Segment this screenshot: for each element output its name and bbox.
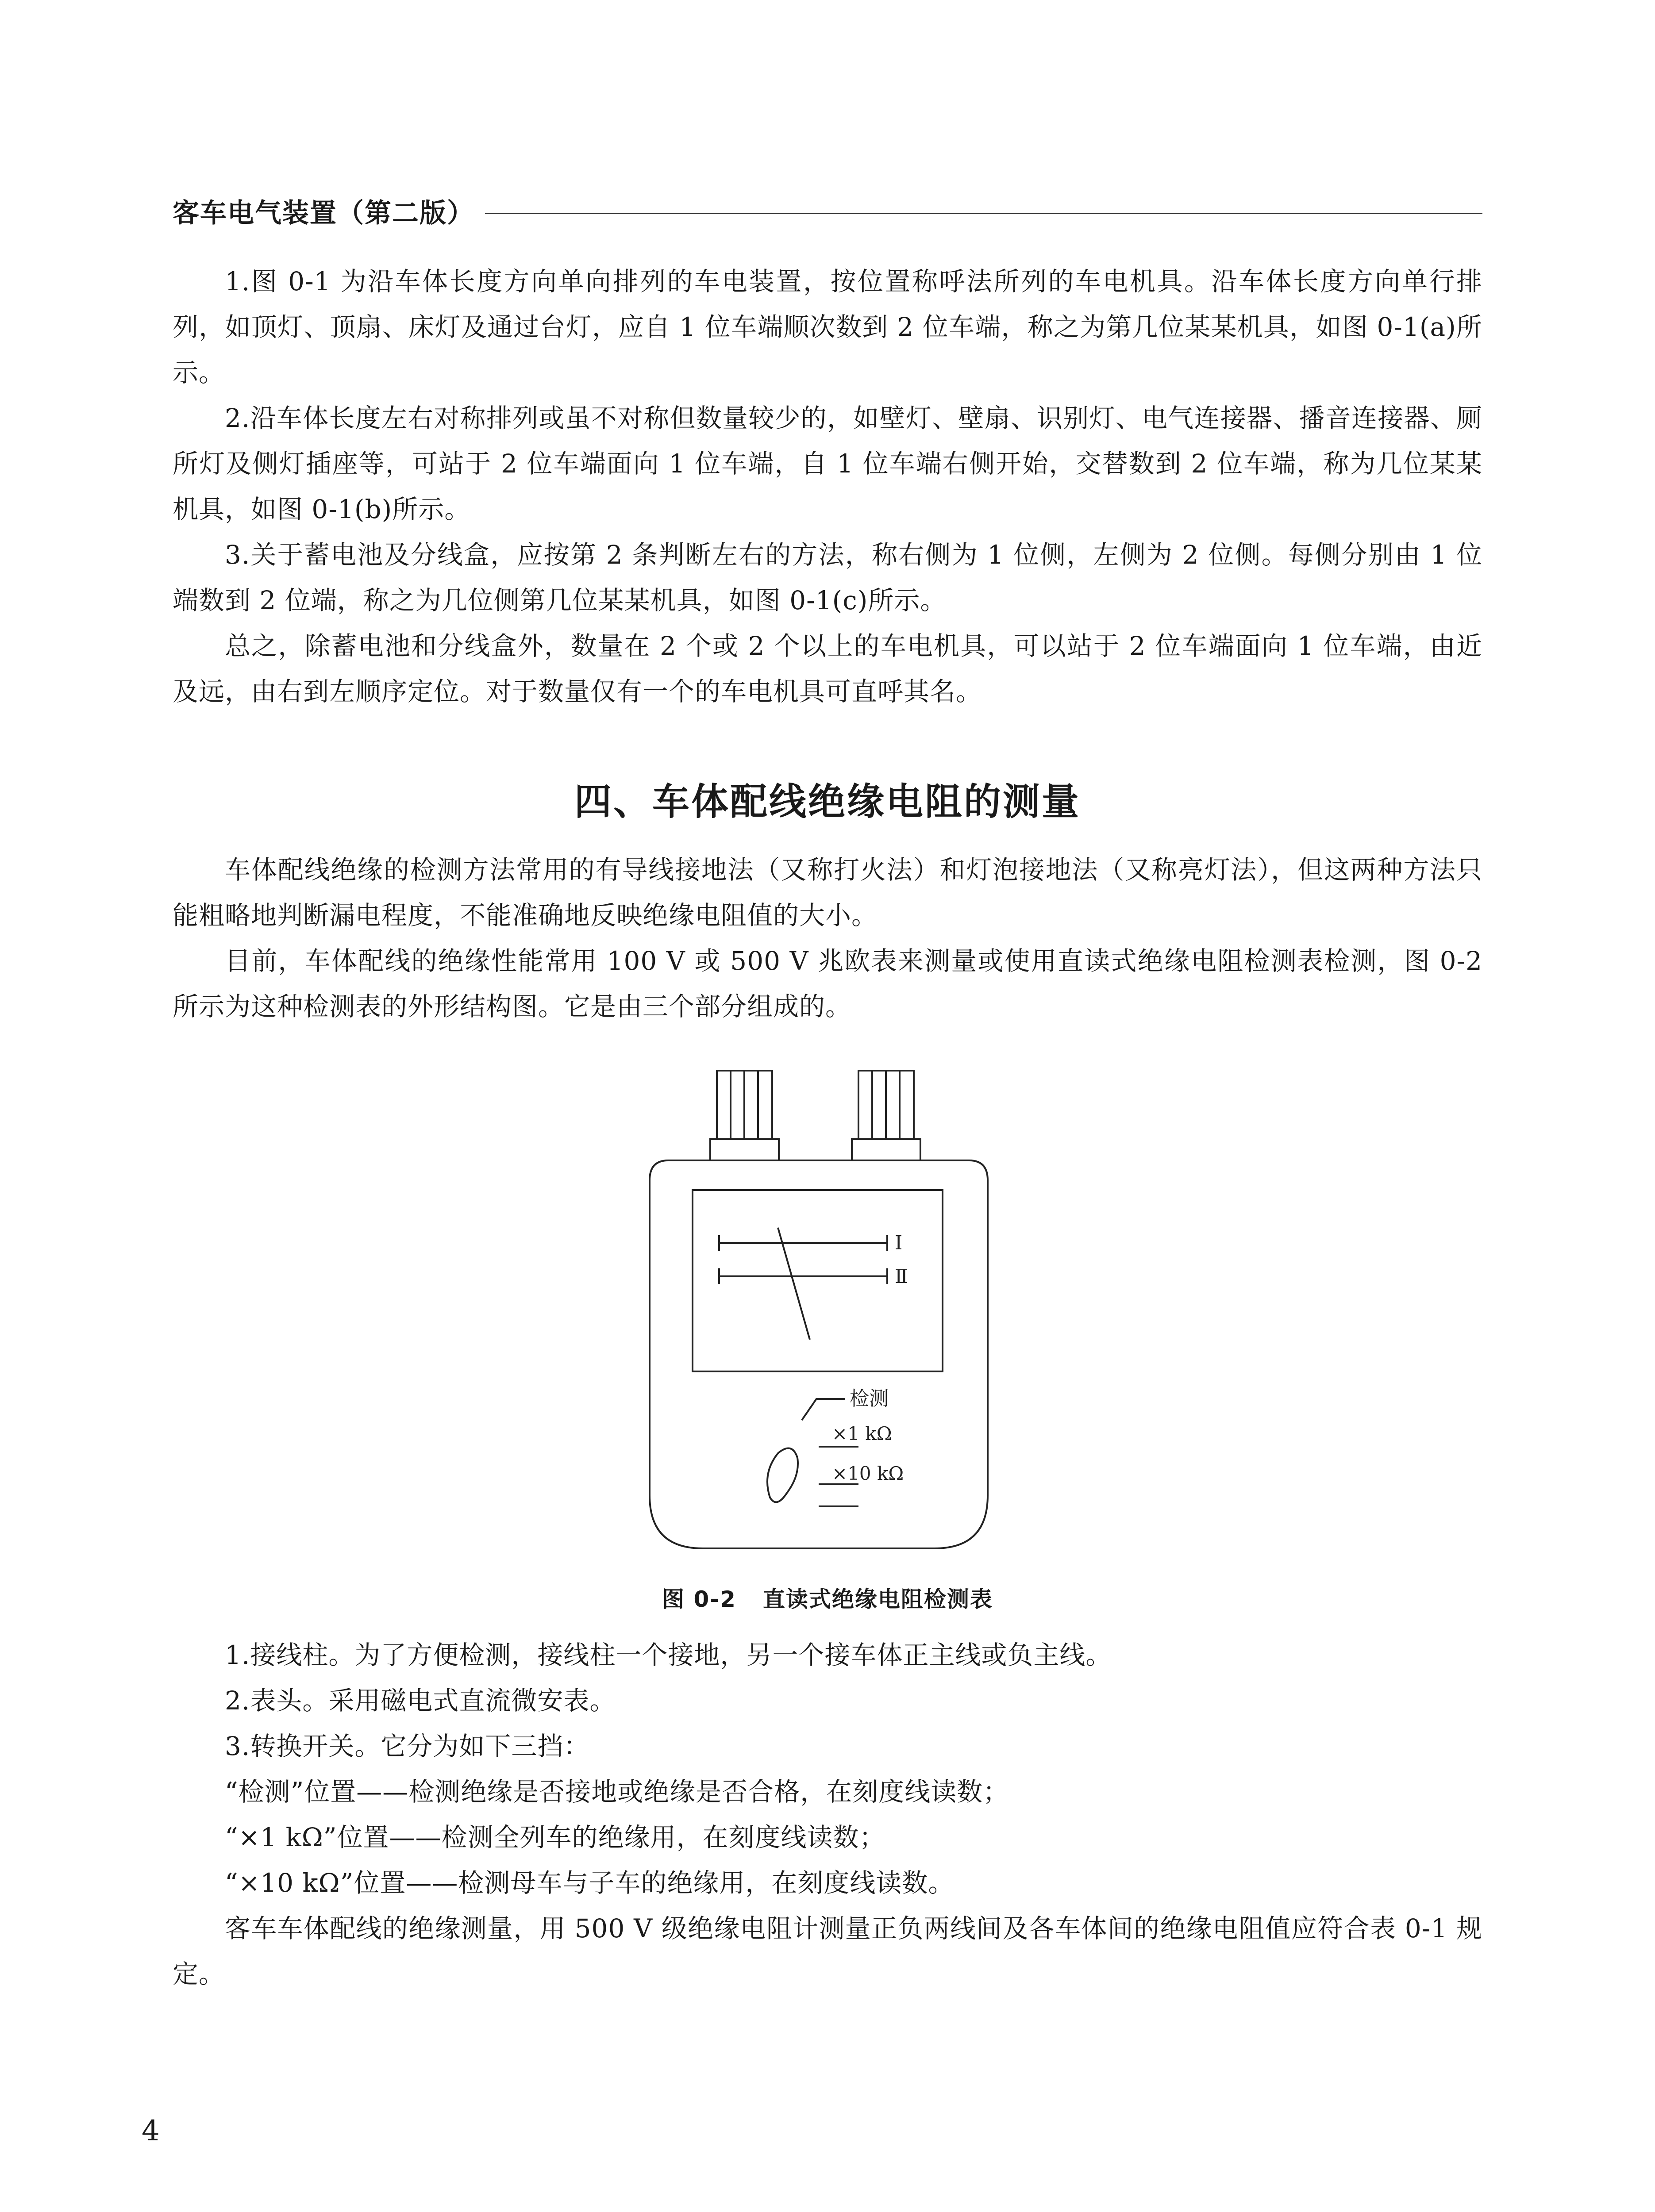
switch-knob	[767, 1448, 798, 1502]
paragraph: 2.表头。采用磁电式直流微安表。	[225, 1686, 616, 1716]
paragraph: 1.接线柱。为了方便检测，接线柱一个接地，另一个接车体正主线或负主线。	[225, 1640, 1112, 1670]
paragraph: 客车车体配线的绝缘测量，用 500 V 级绝缘电阻计测量正负两线间及各车体间的绝缘电阻值应符合表 0-1 规定。	[173, 1913, 1482, 1989]
caption-number: 图 0-2	[662, 1586, 736, 1612]
terminal-left	[710, 1071, 779, 1160]
book-title: 客车电气装置（第二版）	[173, 198, 474, 229]
running-header	[173, 191, 1482, 231]
page-number: 4	[142, 2115, 160, 2147]
paragraph: “×10 kΩ”位置——检测母车与子车的绝缘用，在刻度线读数。	[225, 1868, 955, 1898]
figure-caption	[173, 1582, 1482, 1613]
paragraph: 总之，除蓄电池和分线盒外，数量在 2 个或 2 个以上的车电机具，可以站于 2 位车端面向 1 位车端，由近及远，由右到左顺序定位。对于数量仅有一个的车电机具可直呼其名。	[173, 631, 1482, 707]
paragraph: 目前，车体配线的绝缘性能常用 100 V 或 500 V 兆欧表来测量或使用直读式绝缘电阻检测表检测，图 0-2 所示为这种检测表的外形结构图。它是由三个部分组成的。	[173, 946, 1482, 1022]
switch-label-detect: 检测	[850, 1387, 889, 1410]
meter-needle	[778, 1228, 810, 1340]
terminal-right	[852, 1071, 920, 1160]
scale-label-1: Ⅰ	[895, 1232, 903, 1254]
paragraph: 2.沿车体长度左右对称排列或虽不对称但数量较少的，如壁灯、壁扇、识别灯、电气连接器、播音连接器、厕所灯及侧灯插座等，可站于 2 位车端面向 1 位车端，自 1 位车端右侧开始，交替数到 2 位车端，称为几位某某机具，如图 0-1(b)所示。	[173, 403, 1482, 524]
after-text-block	[173, 1632, 1482, 1997]
paragraph: “×1 kΩ”位置——检测全列车的绝缘用，在刻度线读数；	[225, 1822, 885, 1852]
section-heading: 四、车体配线绝缘电阻的测量	[574, 780, 1081, 823]
intro-text-block	[173, 259, 1482, 714]
paragraph: 3.关于蓄电池及分线盒，应按第 2 条判断左右的方法，称右侧为 1 位侧，左侧为 2 位侧。每侧分别由 1 位端数到 2 位端，称之为几位侧第几位某某机具，如图 0-1(c)所示。	[173, 540, 1482, 615]
caption-text: 直读式绝缘电阻检测表	[762, 1586, 993, 1612]
tester-diagram	[637, 1062, 1000, 1562]
scale-label-2: Ⅱ	[895, 1265, 908, 1288]
switch-label-x10k: ×10 kΩ	[832, 1463, 904, 1484]
paragraph: 1.图 0-1 为沿车体长度方向单向排列的车电装置，按位置称呼法所列的车电机具。沿车体长度方向单行排列，如顶灯、顶扇、床灯及通过台灯，应自 1 位车端顺次数到 2 位车端，称之为第几位某某机具，如图 0-1(a)所示。	[173, 266, 1482, 388]
header-rule	[485, 213, 1482, 214]
figure-0-2	[637, 1062, 1000, 1562]
paragraph: 车体配线绝缘的检测方法常用的有导线接地法（又称打火法）和灯泡接地法（又称亮灯法），但这两种方法只能粗略地判断漏电程度，不能准确地反映绝缘电阻值的大小。	[173, 855, 1482, 930]
switch-label-x1k: ×1 kΩ	[832, 1423, 892, 1444]
tester-body	[650, 1160, 988, 1548]
paragraph: “检测”位置——检测绝缘是否接地或绝缘是否合格，在刻度线读数；	[225, 1777, 1009, 1807]
paragraph: 3.转换开关。它分为如下三挡：	[225, 1731, 590, 1761]
section-text-block	[173, 847, 1482, 1029]
